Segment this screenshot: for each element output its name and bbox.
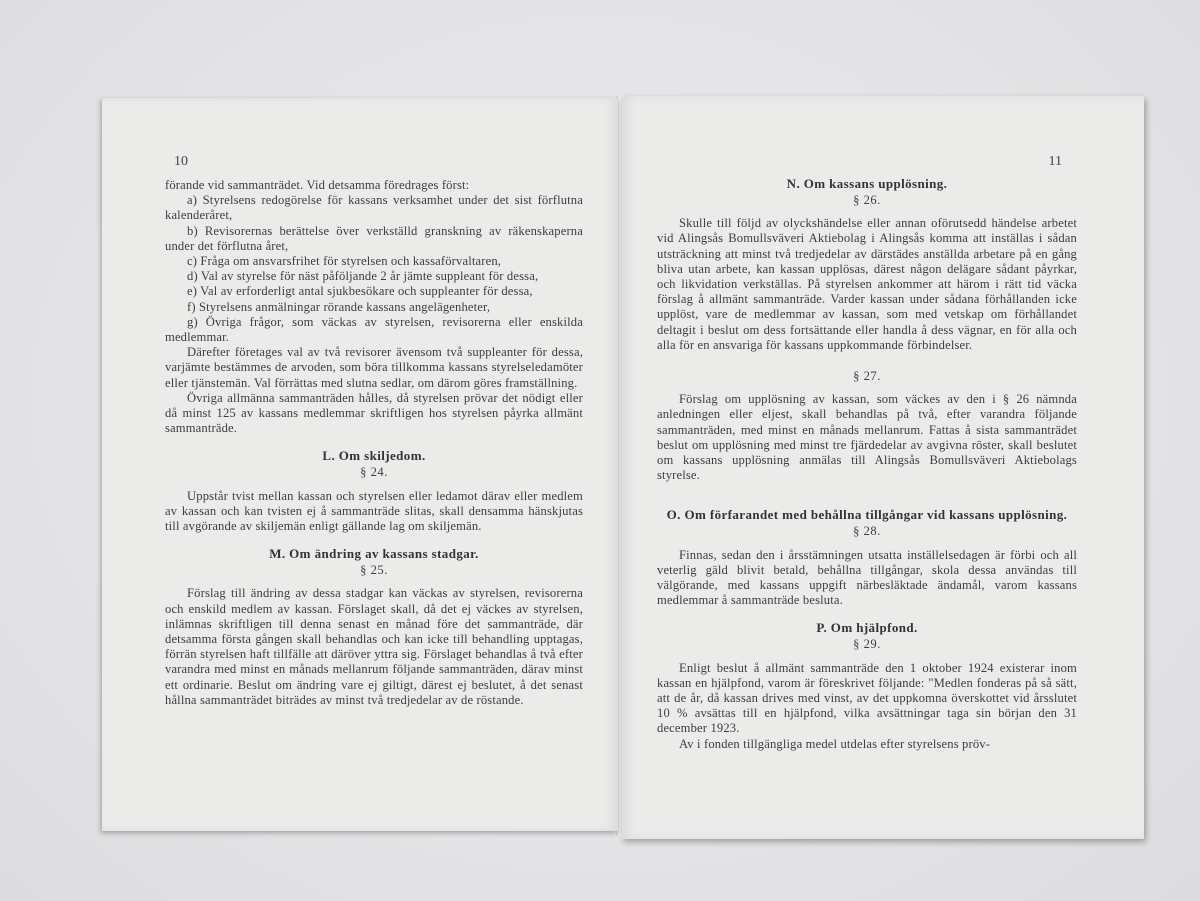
paragraph-label: § 25. bbox=[360, 563, 388, 578]
paragraph: Skulle till följd av olyckshändelse eller annan oförutsedd händelse arbetet vid Alingsås Bomullsväveri Aktiebolag i Alingsås komma att inställas i sådan utsträckning att minst två tredjedelar av därstädes anställda arbetare på en gång bliva utan arbete, kan kassan upplösas, därest någon delägare sådant påyrkar, och likvidation verkställas. På styrelsen ankommer att härom i rätt tid väcka förslag å allmänt sammanträde. Varder kassan under sådana förhållanden icke upplöst, vare de medlemmar av kassan, som med vetskap om förhållandet deltagit i beslut om dess fortsättande eller handla å dess vägnar, en för alla och alla för en ansvariga för kassans uppkommande förbindelser. bbox=[657, 216, 1077, 352]
right-page bbox=[622, 96, 1144, 839]
right-text-column bbox=[657, 176, 1077, 752]
paragraph: Förslag till ändring av dessa stadgar kan väckas av styrelsen, revisorerna och enskild medlem av kassan. Förslaget skall, då det ej väckes av styrelsen, inlämnas skriftligen till denna senast en månad före det sammanträde, där detsamma första gången skall behandlas och kan icke till behandling upptagas, förrän styrelsen haft tillfälle att däröver yttra sig. Förslaget behandlas å två efter varandra med minst en månads mellanrum följande sammanträden, därav minst ett ordinarie. Beslut om ändring vare ej giltigt, därest ej beslutet, å det senast hållna sammanträdet biträdes av minst två tredjedelar av de röstande. bbox=[165, 586, 583, 707]
list-item-e: e) Val av erforderligt antal sjukbesökare och suppleanter för dessa, bbox=[187, 284, 533, 299]
section-heading-l: L. Om skiljedom. bbox=[322, 448, 426, 464]
page-number-left: 10 bbox=[174, 154, 188, 169]
paragraph: Uppstår tvist mellan kassan och styrelsen eller ledamot därav eller medlem av kassan och kan tvisten ej å sammanträde slitas, skall densamma hänskjutas till avgörande av skiljemän enligt gällande lag om skiljemän. bbox=[165, 488, 583, 534]
paragraph-label: § 28. bbox=[853, 524, 881, 539]
list-item-f: f) Styrelsens anmälningar rörande kassans angelägenheter, bbox=[187, 299, 491, 314]
list-item-a: a) Styrelsens redogörelse för kassans verksamhet under det sist förflutna kalenderåret, bbox=[165, 193, 583, 223]
paragraph: förande vid sammanträdet. Vid detsamma föredrages först: bbox=[165, 178, 470, 192]
paragraph: Finnas, sedan den i årsstämningen utsatta inställelsedagen är förbi och all veterlig gäld blivit betald, behållna tillgångar, skola dessa användas till välgörande, med kassans uppgift närbesläktade ändamål, varom kassans medlemmar å sammanträde besluta. bbox=[657, 547, 1077, 608]
paragraph: Förslag om upplösning av kassan, som väckes av den i § 26 nämnda anledningen eller eljest, skall behandlas på två, efter varandra följande sammanträden, med minst en månads mellanrum. Fattas å sista sammanträdet beslut om upplösning med minst tre fjärdedelar av avgivna röster, skall beslutet om kassans upplösning anmälas till Alingsås Bomullsväveri Aktiebolags styrelse. bbox=[657, 392, 1077, 483]
paragraph-label: § 29. bbox=[853, 637, 881, 652]
list-item-b: b) Revisorernas berättelse över verkställd granskning av räkenskaperna under det förflutna året, bbox=[165, 223, 583, 253]
list-item-c: c) Fråga om ansvarsfrihet för styrelsen och kassaförvaltaren, bbox=[187, 254, 502, 269]
section-heading-m: M. Om ändring av kassans stadgar. bbox=[269, 546, 479, 562]
paragraph-label: § 24. bbox=[360, 465, 388, 480]
section-heading-o: O. Om förfarandet med behållna tillgångar vid kassans upplösning. bbox=[666, 507, 1068, 523]
paragraph-label: § 26. bbox=[853, 193, 881, 207]
list-item-g: g) Övriga frågor, som väckas av styrelsen, revisorerna eller enskilda medlemmar. bbox=[165, 314, 583, 345]
paragraph: Av i fonden tillgängliga medel utdelas efter styrelsens pröv- bbox=[679, 736, 991, 751]
section-heading-p: P. Om hjälpfond. bbox=[816, 620, 918, 636]
left-page bbox=[102, 98, 618, 831]
section-heading-n: N. Om kassans upplösning. bbox=[786, 176, 948, 191]
paragraph: Enligt beslut å allmänt sammanträde den 1 oktober 1924 existerar inom kassan en hjälpfond, varom är föreskrivet följande: "Medlen fonderas på så sätt, att de år, då kassan drives med vinst, av det uppkomna överskottet vid årsslutet 10 % avsättas till en hjälpfond, vilka avsättningar taga sin början den 31 december 1923. bbox=[657, 660, 1077, 736]
paragraph: Därefter företages val av två revisorer ävensom två suppleanter för dessa, varjämte bestämmes de arvoden, som böra tillkomma kassans styrelseledamöter eller tjänstemän. Val förrättas med slutna sedlar, om därom göres framställning. bbox=[165, 345, 583, 390]
page-number-right: 11 bbox=[1048, 154, 1062, 169]
paragraph-label: § 27. bbox=[853, 369, 881, 384]
paragraph: Övriga allmänna sammanträden hålles, då styrelsen prövar det nödigt eller då minst 125 av kassans medlemmar skriftligen hos styrelsen påyrka allmänt sammanträde. bbox=[165, 390, 583, 436]
left-text-column bbox=[165, 178, 583, 708]
list-item-d: d) Val av styrelse för näst påföljande 2 år jämte suppleant för dessa, bbox=[187, 269, 539, 284]
